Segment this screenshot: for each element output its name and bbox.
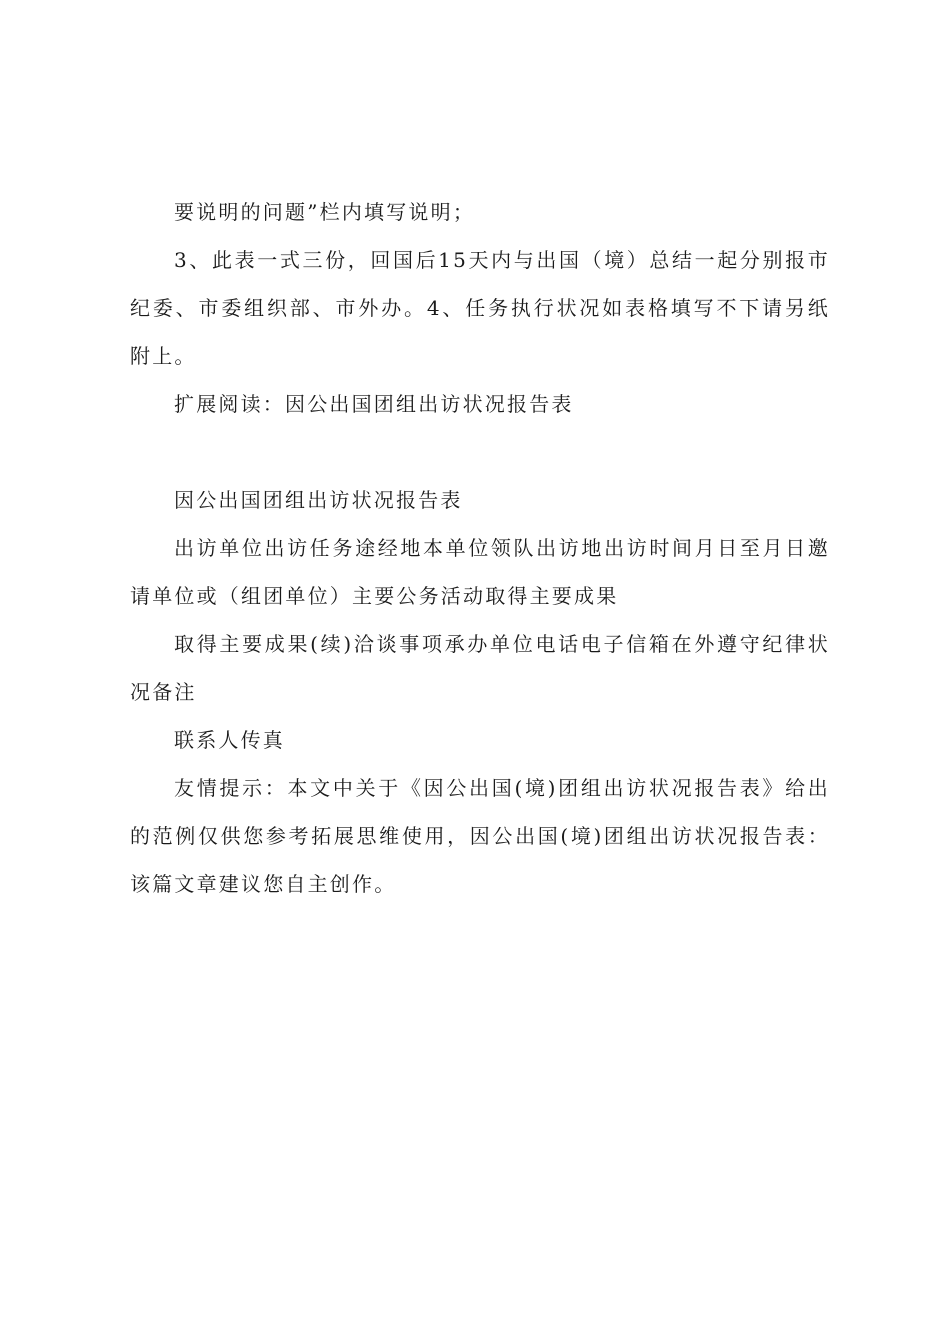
paragraph-instruction-3-4: 3、此表一式三份，回国后15天内与出国（境）总结一起分别报市纪委、市委组织部、市外办。4、任务执行状况如表格填写不下请另纸附上。 bbox=[130, 248, 830, 368]
paragraph-instruction-continuation: 要说明的问题”栏内填写说明； bbox=[174, 200, 476, 224]
paragraph-form-fields-3: 联系人传真 bbox=[174, 728, 285, 752]
paragraph-form-fields-2: 取得主要成果(续)洽谈事项承办单位电话电子信箱在外遵守纪律状况备注 bbox=[130, 632, 830, 704]
document-body bbox=[130, 188, 830, 908]
paragraph-form-fields-1: 出访单位出访任务途经地本单位领队出访地出访时间月日至月日邀请单位或（组团单位）主要公务活动取得主要成果 bbox=[130, 536, 830, 608]
paragraph-friendly-tip: 友情提示：本文中关于《因公出国(境)团组出访状况报告表》给出的范例仅供您参考拓展思维使用，因公出国(境)团组出访状况报告表：该篇文章建议您自主创作。 bbox=[130, 776, 830, 896]
paragraph-extended-reading: 扩展阅读：因公出国团组出访状况报告表 bbox=[174, 392, 574, 416]
paragraph-gap bbox=[130, 428, 830, 476]
section-heading: 因公出国团组出访状况报告表 bbox=[174, 488, 463, 512]
